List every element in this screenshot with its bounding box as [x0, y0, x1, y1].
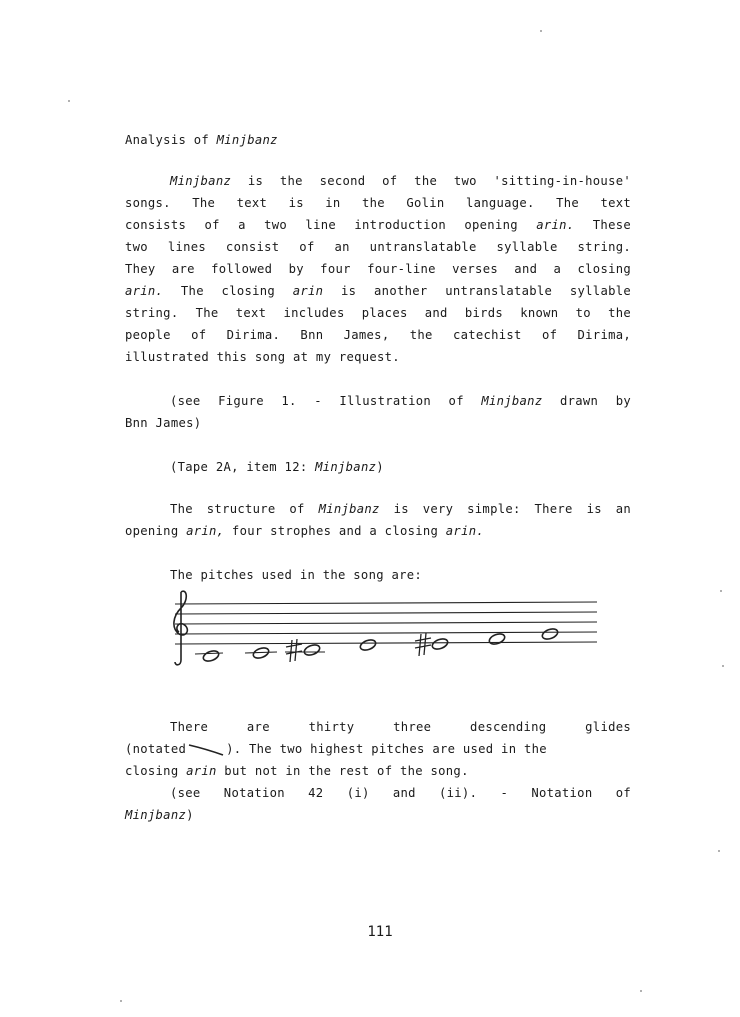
figure-ref-text: (see Figure 1. - Illustration of	[170, 394, 482, 408]
song-title: Minjbanz	[170, 174, 232, 188]
scan-speck	[720, 590, 722, 592]
para1-line1	[170, 170, 631, 192]
para1-line9: illustrated this song at my request.	[125, 350, 400, 364]
arin-term: arin	[292, 284, 324, 298]
descending-glide-icon	[186, 743, 226, 757]
para1-text: The closing	[163, 284, 293, 298]
glides-text: closing	[125, 764, 187, 778]
tape-ref-text: )	[376, 460, 384, 474]
whole-note	[359, 638, 377, 652]
ledger-line	[245, 652, 277, 653]
song-title: Minjbanz	[125, 808, 187, 822]
para1-line8: people of Dirima. Bnn James, the catechist of Dirima,	[125, 328, 631, 342]
para1-line3	[125, 214, 631, 236]
staff-line	[175, 612, 597, 614]
sharp-icon	[415, 633, 431, 656]
figure-ref-text: drawn by	[542, 394, 631, 408]
para1-text: consists of a two line introduction opening	[125, 218, 537, 232]
structure-text: four strophes and a closing	[224, 524, 446, 538]
glides-text: (notated	[125, 742, 187, 756]
whole-note	[431, 637, 449, 651]
scan-speck	[722, 665, 724, 667]
pitches-intro: The pitches used in the song are:	[170, 568, 423, 582]
glides-line3	[125, 760, 631, 782]
para1-line5: They are followed by four four-line verses and a closing	[125, 262, 631, 276]
figure-ref-line2: Bnn James)	[125, 416, 202, 430]
sharp-icon	[286, 639, 302, 662]
whole-note	[541, 627, 559, 641]
para1-line6	[125, 280, 631, 302]
treble-clef-icon	[174, 591, 187, 665]
song-title: Minjbanz	[481, 394, 543, 408]
tape-ref-text: (Tape 2A, item 12:	[170, 460, 316, 474]
para1-text: is the second of the two 'sitting-in-house'	[231, 174, 631, 188]
figure-ref-line1	[170, 390, 631, 412]
structure-text: opening	[125, 524, 187, 538]
arin-term: arin.	[125, 284, 164, 298]
scan-speck	[640, 990, 642, 992]
arin-term: arin.	[445, 524, 484, 538]
whole-note	[202, 649, 220, 663]
para1-line4: two lines consist of an untranslatable syllable string.	[125, 240, 631, 254]
arin-term: arin.	[536, 218, 575, 232]
para1-line7: string. The text includes places and birds known to the	[125, 306, 631, 320]
glides-text: but not in the rest of the song.	[216, 764, 469, 778]
song-title: Minjbanz	[318, 502, 380, 516]
glides-line4: (see Notation 42 (i) and (ii). - Notation of	[170, 786, 631, 800]
heading-song-title: Minjbanz	[216, 133, 278, 147]
staff-line	[175, 602, 597, 604]
arin-term: arin,	[186, 524, 225, 538]
glides-line5	[125, 804, 631, 826]
para1-text: is another untranslatable syllable	[323, 284, 631, 298]
staff-line	[175, 632, 597, 634]
scan-speck	[540, 30, 542, 32]
section-heading	[125, 129, 631, 151]
staff-line	[175, 642, 597, 644]
tape-ref	[170, 456, 631, 478]
staff-line	[175, 622, 597, 624]
structure-line1	[170, 498, 631, 520]
page-number: 111	[367, 924, 393, 940]
pitch-staff	[165, 586, 605, 676]
glides-line2	[125, 738, 631, 760]
para1-text: These	[574, 218, 631, 232]
scan-speck	[68, 100, 70, 102]
structure-text: The structure of	[170, 502, 319, 516]
glides-text: ). The two highest pitches are used in the	[226, 742, 547, 756]
scan-speck	[120, 1000, 122, 1002]
structure-line2	[125, 520, 631, 542]
scan-speck	[718, 850, 720, 852]
glides-text: )	[186, 808, 194, 822]
whole-note	[488, 632, 506, 646]
structure-text: is very simple: There is an	[379, 502, 631, 516]
para1-line2: songs. The text is in the Golin language. The text	[125, 196, 631, 210]
arin-term: arin	[186, 764, 217, 778]
whole-note	[303, 643, 321, 657]
song-title: Minjbanz	[315, 460, 377, 474]
heading-prefix: Analysis of	[125, 133, 217, 147]
glides-line1: There are thirty three descending glides	[170, 720, 631, 734]
